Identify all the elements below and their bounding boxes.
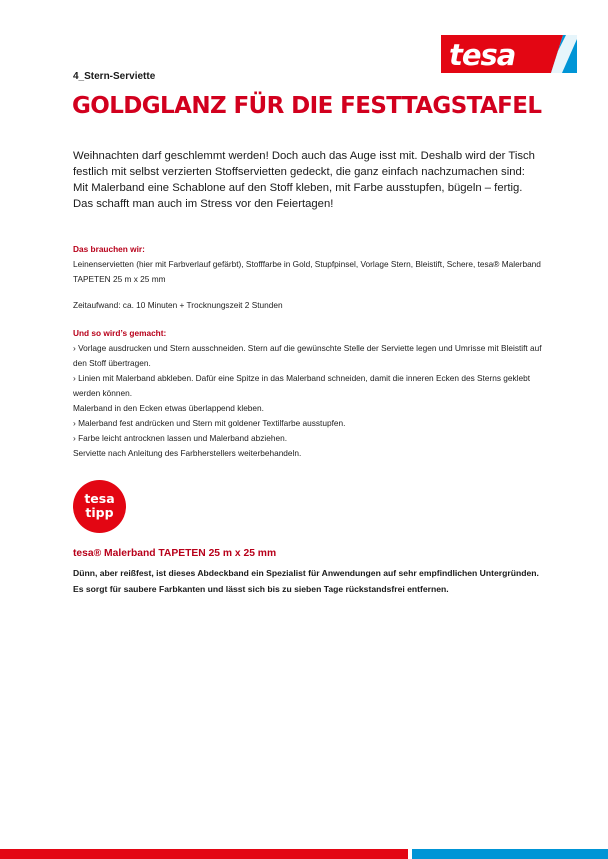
badge-line-1: tesa [84,491,115,506]
tesa-tipp-badge [73,480,126,533]
step-item: › Linien mit Malerband abkleben. Dafür eine Spitze in das Malerband schneiden, damit die inneren Ecken des Sterns geklebt werden können. [73,373,531,398]
footer-bar-red [0,849,408,859]
tip-text: Dünn, aber reißfest, ist dieses Abdeckband ein Spezialist für Anwendungen auf sehr empfindlichen Untergründen. Es sorgt für saubere Farbkanten und lässt sich bis zu sieben Tage rückstandsfrei entfernen. [73,568,539,594]
page-title: GOLDGLANZ FÜR DIE FESTTAGSTAFEL [72,93,542,119]
steps-heading: Und so wird’s gemacht: [73,328,167,338]
materials-section [73,242,543,287]
step-item: › Malerband fest andrücken und Stern mit goldener Textilfarbe ausstupfen. [73,418,346,428]
time-section [73,298,543,313]
intro-paragraph: Weihnachten darf geschlemmt werden! Doch auch das Auge isst mit. Deshalb wird der Tisch festlich mit selbst verzierten Stoffservietten gedeckt, die ganz einfach nachzumachen sind: Mit Malerband eine Schablone auf den Stoff kleben, mit Farbe ausstupfen, bügeln – fertig. Das schafft man auch im Stress vor den Feiertagen! [73,150,535,210]
tip-title: tesa® Malerband TAPETEN 25 m x 25 mm [73,548,277,559]
step-item: › Farbe leicht antrocknen lassen und Malerband abziehen. [73,433,288,443]
footer-bar-blue [412,849,608,859]
document-kicker: 4_Stern-Serviette [73,71,156,82]
time-text: Zeitaufwand: ca. 10 Minuten + Trocknungszeit 2 Stunden [73,300,283,310]
materials-heading: Das brauchen wir: [73,244,145,254]
logo-wordmark: tesa [449,38,516,72]
step-item: › Vorlage ausdrucken und Stern ausschneiden. Stern auf die gewünschte Stelle der Serviette legen und Umrisse mit Bleistift auf den Stoff übertragen. [73,343,542,368]
step-item: Malerband in den Ecken etwas überlappend kleben. [73,403,264,413]
materials-text: Leinenservietten (hier mit Farbverlauf gefärbt), Stofffarbe in Gold, Stupfpinsel, Vorlage Stern, Bleistift, Schere, tesa® Malerband TAPETEN 25 m x 25 mm [73,259,541,284]
steps-section [73,326,543,461]
tesa-logo [441,35,577,73]
badge-line-2: tipp [85,505,114,520]
step-item: Serviette nach Anleitung des Farbherstellers weiterbehandeln. [73,448,302,458]
